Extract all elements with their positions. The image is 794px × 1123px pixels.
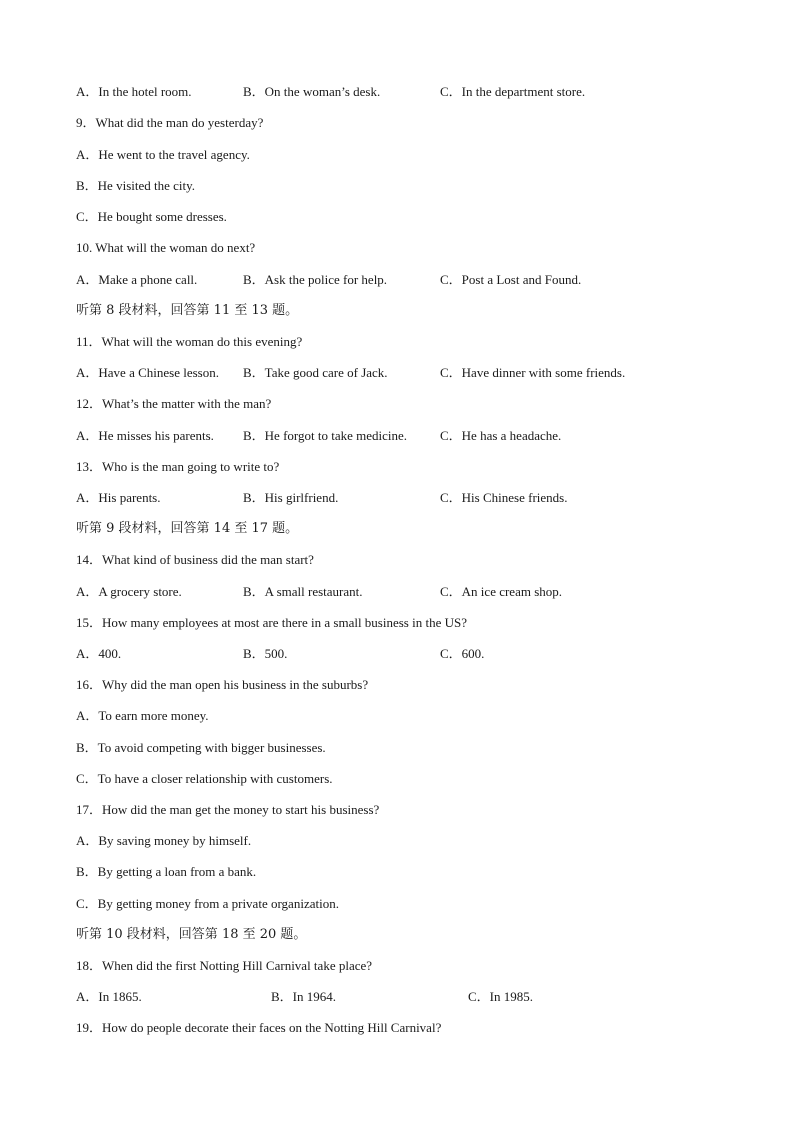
- q14-question: 14．What kind of business did the man start?: [76, 552, 314, 567]
- q13-option-a: A．His parents.: [76, 490, 161, 505]
- q15-option-a: A．400.: [76, 646, 122, 661]
- q11-question: 11．What will the woman do this evening?: [76, 334, 303, 349]
- q11-option-a: A．Have a Chinese lesson.: [76, 365, 219, 380]
- q13-option-c: C．His Chinese friends.: [440, 490, 568, 505]
- q14-option-c: C．An ice cream shop.: [440, 584, 563, 599]
- q10-option-a: A．Make a phone call.: [76, 272, 198, 287]
- q8-option-b: B．On the woman’s desk.: [243, 84, 381, 99]
- q12-question: 12．What’s the matter with the man?: [76, 396, 272, 411]
- q8-option-c: C．In the department store.: [440, 84, 586, 99]
- q18-question: 18．When did the first Notting Hill Carnival take place?: [76, 958, 373, 973]
- q17-option-c: C．By getting money from a private organization.: [76, 896, 339, 911]
- section-9-heading: 听第 9 段材料，回答第 14 至 17 题。: [76, 521, 299, 536]
- q13-question: 13．Who is the man going to write to?: [76, 459, 280, 474]
- q12-option-c: C．He has a headache.: [440, 428, 562, 443]
- q16-option-a: A．To earn more money.: [76, 708, 209, 723]
- q18-option-c: C．In 1985.: [468, 989, 534, 1004]
- q12-option-a: A．He misses his parents.: [76, 428, 214, 443]
- q16-option-c: C．To have a closer relationship with customers.: [76, 771, 333, 786]
- q17-question: 17．How did the man get the money to start his business?: [76, 802, 380, 817]
- q15-question: 15．How many employees at most are there in a small business in the US?: [76, 615, 468, 630]
- q9-option-c: C．He bought some dresses.: [76, 209, 227, 224]
- q15-option-c: C．600.: [440, 646, 485, 661]
- q9-option-b: B．He visited the city.: [76, 178, 196, 193]
- q11-option-c: C．Have dinner with some friends.: [440, 365, 626, 380]
- q11-option-b: B．Take good care of Jack.: [243, 365, 388, 380]
- q18-option-b: B．In 1964.: [271, 989, 337, 1004]
- q12-option-b: B．He forgot to take medicine.: [243, 428, 408, 443]
- q8-option-a: A．In the hotel room.: [76, 84, 192, 99]
- q18-option-a: A．In 1865.: [76, 989, 142, 1004]
- section-10-heading: 听第 10 段材料，回答第 18 至 20 题。: [76, 927, 307, 942]
- q19-question: 19．How do people decorate their faces on the Notting Hill Carnival?: [76, 1020, 442, 1035]
- q14-option-a: A．A grocery store.: [76, 584, 182, 599]
- q17-option-b: B．By getting a loan from a bank.: [76, 864, 257, 879]
- q9-option-a: A．He went to the travel agency.: [76, 147, 250, 162]
- q14-option-b: B．A small restaurant.: [243, 584, 363, 599]
- q16-option-b: B．To avoid competing with bigger businesses.: [76, 740, 326, 755]
- q17-option-a: A．By saving money by himself.: [76, 833, 252, 848]
- q10-option-b: B．Ask the police for help.: [243, 272, 388, 287]
- q13-option-b: B．His girlfriend.: [243, 490, 339, 505]
- q10-question: 10. What will the woman do next?: [76, 240, 256, 255]
- q15-option-b: B．500.: [243, 646, 288, 661]
- q16-question: 16．Why did the man open his business in the suburbs?: [76, 677, 369, 692]
- q10-option-c: C．Post a Lost and Found.: [440, 272, 582, 287]
- q9-question: 9．What did the man do yesterday?: [76, 115, 264, 130]
- section-8-heading: 听第 8 段材料，回答第 11 至 13 题。: [76, 303, 299, 318]
